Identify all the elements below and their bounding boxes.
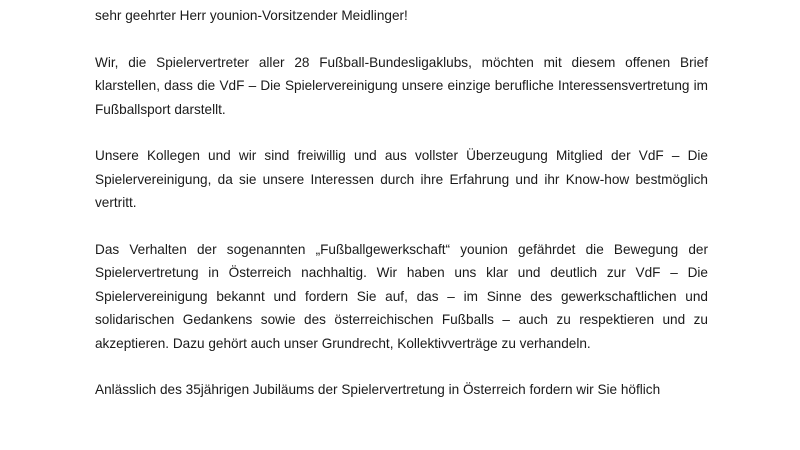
letter-body	[95, 4, 708, 425]
paragraph-anniversary: Anlässlich des 35jährigen Jubiläums der Spielervertretung in Österreich fordern wir Sie höflich	[95, 382, 661, 398]
salutation: sehr geehrter Herr younion-Vorsitzender Meidlinger!	[95, 8, 408, 23]
paragraph-player-representatives: Wir, die Spielervertreter aller 28 Fußball-Bundesligaklubs, möchten mit diesem offenen Brief klarstellen, dass die VdF – Die Spielervereinigung unsere einzige berufliche Interessensvertretung im Fußballsport darstellt.	[95, 54, 708, 117]
paragraph-voluntary-membership: Unsere Kollegen und wir sind freiwillig und aus vollster Überzeugung Mitglied der VdF – Die Spielervereinigung, da sie unsere Interessen durch ihre Erfahrung und ihr Know-how bestmöglich vertritt.	[95, 148, 708, 211]
paragraph-younion-conduct: Das Verhalten der sogenannten „Fußballgewerkschaft“ younion gefährdet die Bewegung der Spielervertretung in Österreich nachhaltig. Wir haben uns klar und deutlich zur VdF – Die Spielervereinigung bekannt und fordern Sie auf, das – im Sinne des gewerkschaftlichen und solidarischen Gedankens sowie des österreichischen Fußballs – auch zu respektieren und zu akzeptieren. Dazu gehört auch unser Grundrecht, Kollektivverträge zu verhandeln.	[95, 242, 708, 351]
